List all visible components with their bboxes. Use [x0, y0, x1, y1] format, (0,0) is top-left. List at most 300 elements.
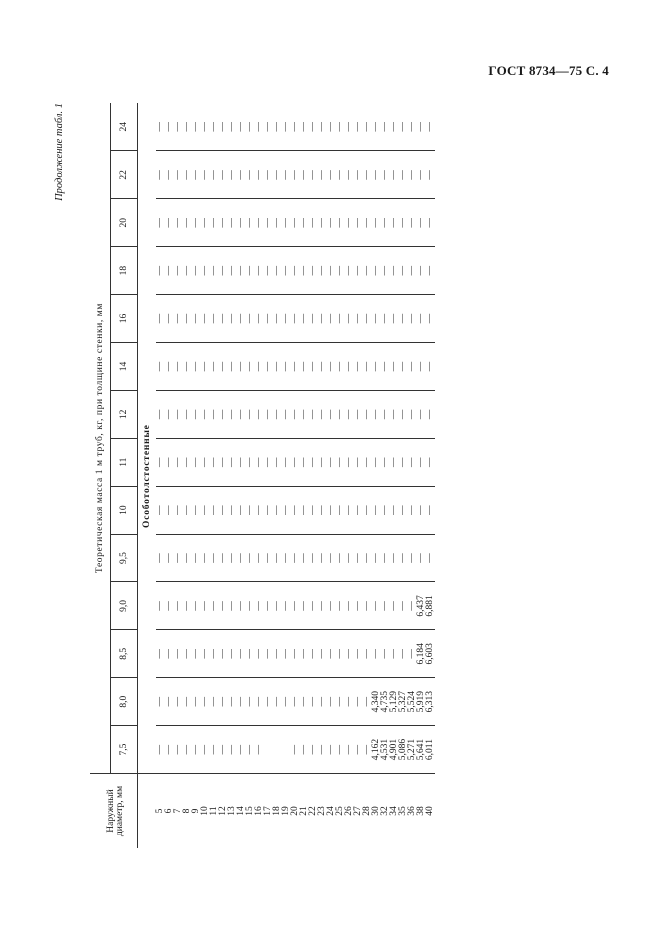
mass-value: 4,901 [389, 738, 399, 761]
mass-value: — [263, 361, 273, 372]
mass-value: — [155, 218, 165, 228]
diameter-value: 26 [344, 806, 354, 816]
mass-cell [426, 486, 435, 534]
mass-value: — [191, 409, 201, 420]
mass-value: — [326, 170, 336, 180]
mass-value: — [182, 744, 192, 755]
mass-value: — [155, 361, 165, 372]
mass-cell [372, 199, 399, 247]
mass-value: — [299, 601, 309, 611]
mass-cell [237, 342, 264, 390]
mass-cell [318, 438, 345, 486]
mass-value: — [200, 553, 210, 563]
table-row [372, 103, 399, 848]
mass-value: — [326, 601, 336, 611]
mass-value: — [173, 218, 183, 228]
mass-value: — [362, 649, 372, 659]
mass-value: — [416, 313, 426, 324]
mass-value: — [362, 313, 372, 324]
mass-value: — [380, 553, 390, 563]
table-row [399, 103, 426, 848]
diameter-value: 5 [155, 808, 165, 814]
page-header: ГОСТ 8734—75 С. 4 [488, 63, 609, 78]
diameter-cell [237, 774, 264, 849]
diameter-value: 34 [389, 806, 399, 816]
mass-value: — [335, 361, 345, 372]
mass-value: — [209, 649, 219, 659]
mass-value: — [200, 313, 210, 324]
mass-value: — [191, 553, 201, 563]
mass-cell [372, 295, 399, 343]
diameter-value: 19 [281, 806, 291, 816]
mass-value: — [191, 505, 201, 515]
mass-cell [264, 438, 291, 486]
mass-value: — [326, 361, 336, 372]
mass-value: — [209, 121, 219, 132]
mass-value: — [218, 170, 228, 180]
mass-cell [345, 726, 372, 774]
mass-value: — [335, 457, 345, 467]
mass-value: — [182, 265, 192, 276]
mass-cell [264, 151, 291, 199]
mass-value: — [290, 696, 300, 707]
mass-value: — [272, 218, 282, 228]
mass-value: — [389, 553, 399, 563]
mass-value: — [200, 696, 210, 707]
mass-value: — [164, 313, 174, 324]
mass-value: — [353, 361, 363, 372]
mass-value: — [380, 361, 390, 372]
mass-cell [372, 103, 399, 151]
mass-value: — [218, 696, 228, 707]
mass-value: — [272, 121, 282, 132]
mass-value: — [281, 170, 291, 180]
mass-cell [264, 342, 291, 390]
mass-value: — [209, 457, 219, 467]
mass-value: — [245, 265, 255, 276]
mass-cell [399, 438, 426, 486]
mass-value: — [425, 121, 435, 132]
mass-value: — [308, 696, 318, 707]
mass-value: — [317, 121, 327, 132]
mass-value: — [191, 696, 201, 707]
mass-cell [426, 630, 435, 678]
mass-value: — [362, 121, 372, 132]
column-header: 18 [111, 247, 138, 295]
mass-cell [399, 534, 426, 582]
diameter-cell [264, 774, 291, 849]
mass-value: — [308, 649, 318, 659]
mass-value: — [173, 361, 183, 372]
mass-cell [291, 390, 318, 438]
mass-value: — [326, 218, 336, 228]
diameter-value: 15 [245, 806, 255, 816]
mass-value: — [191, 170, 201, 180]
mass-value: — [299, 553, 309, 563]
mass-cell [372, 630, 399, 678]
mass-cell [372, 151, 399, 199]
mass-value: — [308, 218, 318, 228]
mass-cell [264, 534, 291, 582]
mass-cell [345, 295, 372, 343]
mass-value: — [227, 696, 237, 707]
mass-value: — [326, 313, 336, 324]
mass-value: — [344, 361, 354, 372]
mass-value: — [272, 505, 282, 515]
mass-cell [264, 103, 291, 151]
mass-value: 4,162 [371, 738, 381, 761]
mass-value: — [290, 409, 300, 420]
mass-value: — [380, 505, 390, 515]
diameter-value: 27 [353, 806, 363, 816]
mass-cell [345, 582, 372, 630]
mass-value: 6,437 [416, 595, 426, 617]
mass-value: — [299, 409, 309, 420]
mass-value: — [407, 601, 417, 611]
mass-value: — [254, 121, 264, 132]
mass-cell [318, 534, 345, 582]
mass-cell [183, 534, 210, 582]
mass-cell [264, 630, 291, 678]
mass-cell [426, 103, 435, 151]
mass-value: — [281, 265, 291, 276]
mass-value: — [299, 313, 309, 324]
mass-value: — [335, 121, 345, 132]
mass-value: — [290, 601, 300, 611]
mass-value: — [362, 601, 372, 611]
mass-value: — [263, 170, 273, 180]
mass-value: — [209, 744, 219, 755]
mass-cell [345, 390, 372, 438]
mass-cell [237, 582, 264, 630]
mass-value: — [281, 361, 291, 372]
diameter-value: 14 [236, 806, 246, 816]
mass-value: — [218, 218, 228, 228]
mass-value: 5,919 [416, 690, 426, 713]
mass-value: — [362, 553, 372, 563]
mass-value: — [227, 170, 237, 180]
mass-value: — [155, 601, 165, 611]
mass-cell [291, 342, 318, 390]
mass-value: — [299, 361, 309, 372]
mass-value: 4,340 [371, 690, 381, 713]
mass-value: — [164, 696, 174, 707]
mass-cell [183, 199, 210, 247]
mass-value: — [317, 218, 327, 228]
mass-value: — [425, 409, 435, 420]
mass-value: — [407, 170, 417, 180]
mass-value: — [155, 313, 165, 324]
mass-value: — [236, 265, 246, 276]
mass-value: — [344, 744, 354, 755]
mass-cell [183, 630, 210, 678]
diameter-cell [345, 774, 372, 849]
mass-value: — [245, 505, 255, 515]
diameter-cell [291, 774, 318, 849]
table-row [291, 103, 318, 848]
mass-cell [183, 726, 210, 774]
mass-value: — [209, 218, 219, 228]
mass-value: — [317, 170, 327, 180]
mass-value: — [227, 649, 237, 659]
mass-value: — [164, 265, 174, 276]
mass-value: — [272, 265, 282, 276]
mass-value: — [200, 505, 210, 515]
mass-value: — [371, 409, 381, 420]
mass-cell [426, 678, 435, 726]
mass-value: — [272, 361, 282, 372]
mass-value: — [299, 265, 309, 276]
mass-value: — [281, 409, 291, 420]
mass-cell [318, 295, 345, 343]
mass-value: — [191, 649, 201, 659]
mass-value: — [335, 696, 345, 707]
mass-cell [291, 630, 318, 678]
mass-value: — [200, 121, 210, 132]
mass-value: — [308, 409, 318, 420]
mass-value: — [317, 553, 327, 563]
mass-value: — [335, 649, 345, 659]
mass-value: — [218, 505, 228, 515]
mass-value: — [173, 121, 183, 132]
mass-value: — [263, 265, 273, 276]
mass-cell [291, 247, 318, 295]
continuation-label: Продолжение табл. 1 [54, 103, 65, 201]
table-row [237, 103, 264, 848]
mass-value: 6,881 [425, 595, 435, 617]
mass-value: — [164, 457, 174, 467]
mass-cell [237, 199, 264, 247]
diameter-cell [210, 774, 237, 849]
mass-value: — [209, 265, 219, 276]
column-header: 12 [111, 390, 138, 438]
mass-value: — [317, 409, 327, 420]
mass-value: — [416, 505, 426, 515]
mass-value: — [353, 313, 363, 324]
wall-thickness-group-header: Теоретическая масса 1 м труб, кг, при толщине стенки, мм [90, 103, 111, 774]
mass-value: — [398, 409, 408, 420]
mass-cell [318, 678, 345, 726]
mass-value: — [299, 649, 309, 659]
mass-value: — [227, 505, 237, 515]
mass-value: — [155, 121, 165, 132]
mass-cell [210, 247, 237, 295]
diameter-header-line: Наружный [105, 789, 116, 833]
diameter-value: 12 [218, 806, 228, 816]
mass-cell [399, 630, 426, 678]
mass-value: — [173, 457, 183, 467]
mass-cell [318, 486, 345, 534]
mass-value: — [380, 409, 390, 420]
mass-value: — [308, 457, 318, 467]
mass-value: — [281, 696, 291, 707]
mass-value: — [263, 505, 273, 515]
mass-cell [399, 726, 426, 774]
mass-cell [345, 103, 372, 151]
mass-value: — [218, 457, 228, 467]
diameter-value: 10 [200, 806, 210, 816]
mass-value: — [200, 457, 210, 467]
diameter-value: 17 [263, 806, 273, 816]
diameter-value: 30 [371, 806, 381, 816]
mass-cell [210, 342, 237, 390]
mass-cell [372, 342, 399, 390]
mass-value: — [173, 744, 183, 755]
mass-cell [318, 247, 345, 295]
mass-value: — [398, 121, 408, 132]
mass-value: — [416, 553, 426, 563]
mass-cell [156, 151, 183, 199]
mass-cell [372, 534, 399, 582]
mass-cell [264, 390, 291, 438]
mass-cell [318, 342, 345, 390]
mass-cell [318, 151, 345, 199]
mass-value: — [173, 409, 183, 420]
mass-value: — [254, 505, 264, 515]
mass-cell [399, 247, 426, 295]
mass-value: — [200, 218, 210, 228]
mass-value: — [389, 457, 399, 467]
mass-value: — [353, 601, 363, 611]
mass-cell [156, 534, 183, 582]
diameter-cell [156, 774, 183, 849]
column-header: 8,5 [111, 630, 138, 678]
diameter-value: 9 [191, 808, 201, 814]
mass-value: — [389, 265, 399, 276]
mass-value: — [182, 457, 192, 467]
mass-value: — [254, 409, 264, 420]
mass-value: — [200, 601, 210, 611]
mass-cell [399, 295, 426, 343]
mass-value: — [407, 409, 417, 420]
table-row [264, 103, 291, 848]
mass-value: — [308, 121, 318, 132]
mass-value: — [245, 601, 255, 611]
mass-value: 5,086 [398, 738, 408, 761]
mass-value: — [317, 265, 327, 276]
table-row [345, 103, 372, 848]
mass-value: — [389, 361, 399, 372]
mass-cell [399, 342, 426, 390]
mass-cell [291, 438, 318, 486]
mass-cell [291, 199, 318, 247]
mass-cell [264, 678, 291, 726]
mass-value: — [254, 313, 264, 324]
mass-cell [264, 247, 291, 295]
mass-value: — [200, 409, 210, 420]
mass-value: — [308, 744, 318, 755]
mass-value: — [173, 696, 183, 707]
mass-value: — [416, 170, 426, 180]
mass-value: — [362, 457, 372, 467]
mass-value: — [398, 313, 408, 324]
mass-cell [399, 103, 426, 151]
mass-cell [426, 726, 435, 774]
mass-cell [372, 247, 399, 295]
mass-value: — [326, 409, 336, 420]
mass-value: — [380, 601, 390, 611]
mass-value: — [290, 553, 300, 563]
mass-cell [210, 630, 237, 678]
mass-cell [183, 486, 210, 534]
mass-value: — [155, 409, 165, 420]
mass-cell [345, 151, 372, 199]
mass-value: — [380, 313, 390, 324]
mass-value: — [371, 265, 381, 276]
mass-value: — [245, 457, 255, 467]
mass-value: — [308, 361, 318, 372]
mass-cell [237, 390, 264, 438]
mass-value: — [254, 601, 264, 611]
mass-value: — [371, 361, 381, 372]
mass-cell [210, 199, 237, 247]
mass-cell [426, 534, 435, 582]
mass-value: — [254, 457, 264, 467]
mass-value: — [335, 218, 345, 228]
mass-table [90, 103, 435, 848]
mass-value: — [236, 409, 246, 420]
mass-value: — [416, 121, 426, 132]
mass-value: — [407, 649, 417, 659]
mass-value: — [209, 505, 219, 515]
mass-value: — [218, 265, 228, 276]
diameter-cell [318, 774, 345, 849]
mass-cell [156, 390, 183, 438]
mass-value: 4,735 [380, 690, 390, 713]
mass-value: — [344, 649, 354, 659]
mass-value: — [182, 553, 192, 563]
mass-value: — [362, 361, 372, 372]
mass-value: — [263, 601, 273, 611]
diameter-value: 22 [308, 806, 318, 816]
mass-cell [426, 199, 435, 247]
mass-cell [183, 295, 210, 343]
mass-value: — [416, 361, 426, 372]
mass-cell [264, 486, 291, 534]
mass-value: — [173, 553, 183, 563]
mass-value: — [380, 649, 390, 659]
diameter-cell [426, 774, 435, 849]
mass-value: — [389, 313, 399, 324]
mass-value: — [182, 170, 192, 180]
mass-value: — [281, 218, 291, 228]
mass-value: — [389, 601, 399, 611]
mass-value: — [227, 553, 237, 563]
mass-cell [318, 726, 345, 774]
mass-value: 6,603 [425, 643, 435, 665]
diameter-value: 40 [425, 806, 435, 816]
mass-value: — [362, 409, 372, 420]
mass-value: 6,313 [425, 690, 435, 713]
mass-value: — [335, 505, 345, 515]
mass-value: — [380, 121, 390, 132]
mass-value: — [371, 649, 381, 659]
mass-value: — [371, 170, 381, 180]
mass-value: — [218, 553, 228, 563]
mass-value: — [218, 313, 228, 324]
mass-cell [237, 678, 264, 726]
mass-value: — [353, 457, 363, 467]
mass-value: — [407, 553, 417, 563]
mass-value: — [209, 696, 219, 707]
mass-value: — [254, 218, 264, 228]
mass-value: — [317, 361, 327, 372]
diameter-value: 23 [317, 806, 327, 816]
mass-value: — [362, 505, 372, 515]
mass-cell [291, 103, 318, 151]
mass-cell [156, 342, 183, 390]
mass-value: — [317, 505, 327, 515]
